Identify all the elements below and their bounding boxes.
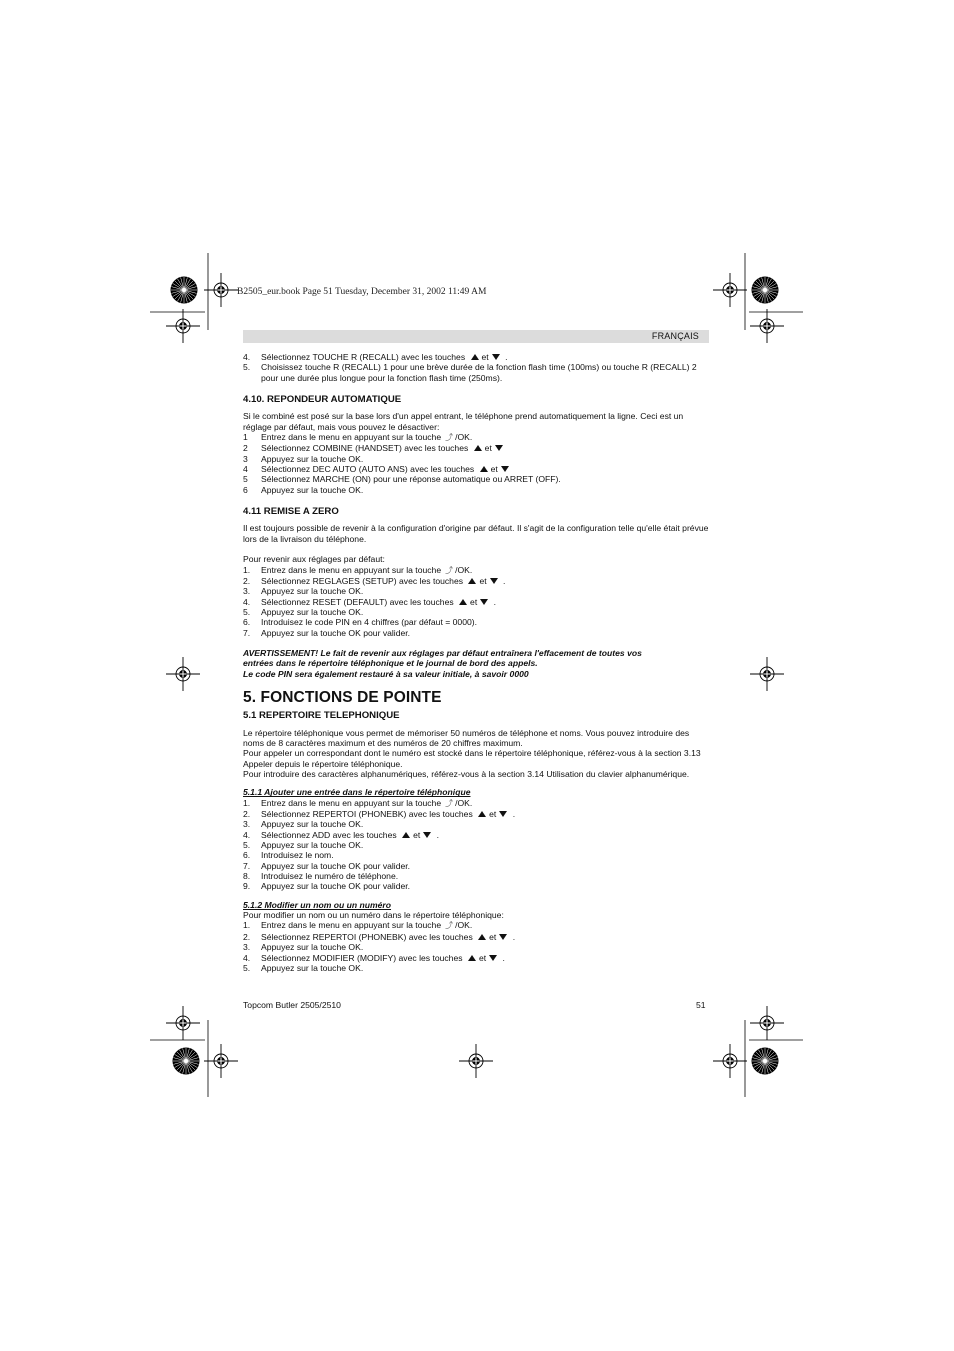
list-item-text	[261, 809, 709, 819]
up-arrow-icon	[468, 578, 476, 584]
list-item-text	[261, 464, 709, 474]
list-item-label: Appuyez sur la touche OK pour valider.	[261, 881, 411, 892]
list-item-text	[261, 432, 709, 443]
list-item-text	[261, 963, 709, 973]
list-item-number: 4.	[243, 596, 251, 607]
menu-key-icon: ⤴	[445, 433, 454, 443]
list-item-number: 5.	[243, 962, 251, 973]
list-item-number: 2.	[243, 931, 251, 942]
list-item-number: 6.	[243, 617, 251, 628]
down-arrow-icon	[499, 934, 507, 940]
list-item	[243, 628, 709, 638]
list-item-label: Entrez dans le menu en appuyant sur la touche	[261, 797, 442, 808]
list-item-label: Entrez dans le menu en appuyant sur la touche	[261, 920, 442, 931]
list-item-text	[261, 454, 709, 464]
up-arrow-icon	[459, 599, 467, 605]
color-target-icon	[750, 1046, 780, 1076]
down-arrow-icon	[489, 955, 497, 961]
list-item-text	[261, 586, 709, 596]
list-item-label: Sélectionnez REPERTOI (PHONEBK) avec les touches	[261, 809, 473, 820]
footer-product: Topcom Butler 2505/2510	[243, 1000, 341, 1010]
and-word: et	[470, 596, 478, 607]
list-item-text	[261, 628, 709, 638]
subsection-5-1-1-steps	[243, 798, 709, 892]
list-item	[243, 617, 709, 627]
list-item-suffix: .	[500, 952, 505, 963]
paragraph: Pour introduire des caractères alphanumériques, référez-vous à la section 3.14 Utilisation du clavier alphanumérique.	[243, 769, 690, 779]
list-item-number: 1.	[243, 920, 251, 931]
list-item-label: Entrez dans le menu en appuyant sur la touche	[261, 564, 442, 575]
list-item-number: 1.	[243, 797, 251, 808]
list-item-number: 3.	[243, 819, 251, 830]
list-item-label: Appuyez sur la touche OK.	[261, 819, 364, 830]
list-item-text	[261, 819, 709, 829]
list-item	[243, 830, 709, 840]
list-item	[243, 586, 709, 596]
list-item-suffix: .	[502, 352, 508, 362]
footer-page-number: 51	[696, 1000, 706, 1010]
list-item-text	[261, 352, 709, 362]
list-item-label: Appuyez sur la touche OK.	[261, 453, 364, 464]
list-item-number: 6.	[243, 850, 251, 861]
list-item-number: 5.	[243, 606, 251, 617]
list-item-number: 6	[243, 484, 248, 495]
and-word: et	[490, 464, 498, 475]
registration-crosshair-icon	[166, 657, 200, 691]
list-item	[243, 871, 709, 881]
down-arrow-icon	[490, 578, 498, 584]
list-item-suffix: .	[510, 931, 516, 942]
list-item-number: 7.	[243, 860, 251, 871]
color-target-icon	[169, 275, 199, 305]
section-4-11-steps	[243, 565, 709, 638]
list-item-text	[261, 871, 709, 881]
list-item-number: 4.	[243, 952, 251, 963]
list-item-number: 4.	[243, 829, 251, 840]
page-content	[243, 352, 709, 973]
registration-crosshair-icon	[713, 1044, 747, 1078]
section-4-11-paragraph: Il est toujours possible de revenir à la configuration d'origine par défaut. Il s'agit de la configuration telle qu'elle était prévue lors de la livraison du téléphone.	[243, 523, 709, 544]
list-item-text	[261, 362, 709, 383]
list-item-text	[261, 617, 709, 627]
up-arrow-icon	[480, 466, 488, 472]
registration-crosshair-icon	[459, 1044, 493, 1078]
section-title-4-10: 4.10. REPONDEUR AUTOMATIQUE	[243, 394, 402, 406]
list-item-text	[261, 881, 709, 891]
list-item-suffix: /OK.	[455, 564, 473, 575]
list-item-suffix: .	[434, 829, 440, 840]
list-item-number: 5.	[243, 840, 251, 851]
warning-block	[243, 648, 709, 679]
list-item-text	[261, 850, 709, 860]
list-item-text	[261, 953, 709, 963]
list-item-text	[261, 920, 709, 931]
list-item-number: 2	[243, 443, 248, 454]
up-arrow-icon	[478, 934, 486, 940]
down-arrow-icon	[423, 832, 431, 838]
list-item-number: 7.	[243, 627, 251, 638]
list-item	[243, 597, 709, 607]
color-target-icon	[750, 275, 780, 305]
list-item-label: Appuyez sur la touche OK.	[261, 586, 364, 597]
list-item	[243, 850, 709, 860]
menu-key-icon: ⤴	[445, 798, 454, 808]
list-item-text	[261, 932, 709, 942]
and-word: et	[489, 809, 497, 820]
down-arrow-icon	[480, 599, 488, 605]
list-item	[243, 362, 709, 383]
list-item-label: Entrez dans le menu en appuyant sur la touche	[261, 432, 442, 443]
section-5-1-paragraphs	[243, 728, 709, 780]
list-item-number: 3.	[243, 942, 251, 953]
registration-crosshair-icon	[166, 1006, 200, 1040]
language-bar	[243, 330, 709, 343]
list-item	[243, 809, 709, 819]
list-item	[243, 840, 709, 850]
and-word: et	[484, 443, 492, 454]
registration-crosshair-icon	[166, 309, 200, 343]
section-4-11-intro: Pour revenir aux réglages par défaut:	[243, 554, 385, 565]
down-arrow-icon	[495, 445, 503, 451]
and-word: et	[479, 575, 487, 586]
list-item	[243, 474, 709, 484]
list-item-text	[261, 942, 709, 952]
list-item-text	[261, 830, 709, 840]
registration-crosshair-icon	[750, 309, 784, 343]
list-item	[243, 881, 709, 891]
list-item-text	[261, 474, 709, 484]
warning-line: entrées dans le répertoire téléphonique et le journal de bord des appels.	[243, 658, 538, 669]
list-item	[243, 798, 709, 809]
list-item-label: Sélectionnez ADD avec les touches	[261, 829, 397, 840]
list-item-label: Sélectionnez COMBINE (HANDSET) avec les touches	[261, 443, 469, 454]
list-item-label: Sélectionnez DEC AUTO (AUTO ANS) avec les touches	[261, 464, 475, 475]
and-word: et	[478, 952, 487, 963]
down-arrow-icon	[499, 811, 507, 817]
list-item	[243, 576, 709, 586]
list-item-suffix: /OK.	[455, 797, 473, 808]
list-item-suffix: .	[500, 575, 506, 586]
subsection-5-1-2-steps	[243, 920, 709, 973]
list-item-label: Appuyez sur la touche OK.	[261, 942, 364, 953]
list-item-label: Sélectionnez MODIFIER (MODIFY) avec les touches	[261, 952, 463, 963]
list-item-label: Sélectionnez REPERTOI (PHONEBK) avec les touches	[261, 931, 473, 942]
list-item	[243, 607, 709, 617]
list-item	[243, 819, 709, 829]
list-item-text	[261, 861, 709, 871]
section-4-10-paragraph: Si le combiné est posé sur la base lors d'un appel entrant, le téléphone prend automatiquement la ligne. Ceci est un réglage par défaut, mais vous pouvez le désactiver:	[243, 411, 684, 432]
up-arrow-icon	[474, 445, 482, 451]
list-item-label: Appuyez sur la touche OK pour valider.	[261, 860, 411, 871]
list-item-number: 5	[243, 474, 248, 485]
list-item-number: 2.	[243, 575, 251, 586]
list-item	[243, 565, 709, 576]
registration-crosshair-icon	[204, 1044, 238, 1078]
list-item	[243, 432, 709, 443]
section-title-4-11: 4.11 REMISE A ZERO	[243, 506, 339, 518]
list-item-label: Sélectionnez TOUCHE R (RECALL) avec les touches	[261, 352, 466, 362]
list-item-label: Appuyez sur la touche OK.	[261, 962, 364, 973]
list-item-text	[261, 485, 709, 495]
list-item	[243, 443, 709, 453]
list-item-text	[261, 607, 709, 617]
list-item-text	[261, 565, 709, 576]
list-item	[243, 963, 709, 973]
book-info-line: B2505_eur.book Page 51 Tuesday, December 31, 2002 11:49 AM	[237, 287, 487, 297]
list-item-label: Appuyez sur la touche OK.	[261, 840, 364, 851]
registration-crosshair-icon	[750, 1006, 784, 1040]
list-item-label: Sélectionnez MARCHE (ON) pour une réponse automatique ou ARRET (OFF).	[261, 474, 561, 485]
list-item-number: 2.	[243, 809, 251, 820]
list-item-text	[261, 443, 709, 453]
list-item-number: 3.	[243, 586, 251, 597]
up-arrow-icon	[468, 955, 476, 961]
list-item-label: Choisissez touche R (RECALL) 1 pour une brève durée de la fonction flash time (100ms) ou touche R (RECALL) 2 pour une durée plus longue pour la fonction flash time (250ms).	[261, 362, 697, 383]
menu-key-icon: ⤴	[445, 921, 454, 931]
menu-key-icon: ⤴	[445, 565, 454, 575]
list-item-suffix: .	[491, 596, 496, 607]
paragraph: Pour appeler un correspondant dont le numéro est stocké dans le répertoire téléphonique, référez-vous à la section 3.13 Appeler depuis le répertoire téléphonique.	[243, 748, 701, 769]
list-item-number: 9.	[243, 881, 251, 892]
list-item	[243, 942, 709, 952]
list-item-suffix: /OK.	[455, 920, 473, 931]
list-item-label: Introduisez le nom.	[261, 850, 334, 861]
list-item	[243, 352, 709, 362]
down-arrow-icon	[501, 466, 509, 472]
and-word: et	[413, 829, 421, 840]
list-item	[243, 920, 709, 931]
registration-crosshair-icon	[713, 273, 747, 307]
warning-line: AVERTISSEMENT! Le fait de revenir aux réglages par défaut entraînera l'effacement de toutes vos	[243, 647, 642, 658]
chapter-title: 5. FONCTIONS DE POINTE	[243, 688, 442, 706]
list-item-label: Introduisez le numéro de téléphone.	[261, 871, 399, 882]
and-word: et	[481, 352, 489, 362]
up-arrow-icon	[402, 832, 410, 838]
list-item-text	[261, 576, 709, 586]
list-item-number: 1	[243, 432, 248, 443]
list-item	[243, 454, 709, 464]
list-item-number: 3	[243, 453, 248, 464]
section-title-5-1: 5.1 REPERTOIRE TELEPHONIQUE	[243, 710, 400, 722]
list-item-label: Sélectionnez REGLAGES (SETUP) avec les touches	[261, 575, 464, 586]
paragraph: Le répertoire téléphonique vous permet de mémoriser 50 numéros de téléphone et noms. Vous pouvez introduire des noms de 8 caractères maximum et des numéros de 20 chiffres maximum.	[243, 727, 690, 748]
up-arrow-icon	[471, 354, 479, 360]
warning-line: Le code PIN sera également restauré à sa valeur initiale, à savoir 0000	[243, 668, 529, 679]
list-item-label: Introduisez le code PIN en 4 chiffres (par défaut = 0000).	[261, 617, 478, 628]
list-item-label: Appuyez sur la touche OK.	[261, 484, 364, 495]
list-item-label: Appuyez sur la touche OK.	[261, 606, 364, 617]
registration-crosshair-icon	[750, 657, 784, 691]
list-item	[243, 932, 709, 942]
list-item-text	[261, 798, 709, 809]
list-item	[243, 464, 709, 474]
list-item	[243, 861, 709, 871]
section-4-10-steps	[243, 432, 709, 495]
list-item	[243, 485, 709, 495]
list-item-suffix: .	[510, 809, 516, 820]
list-item-label: Appuyez sur la touche OK pour valider.	[261, 627, 411, 638]
list-item-suffix: /OK.	[455, 432, 473, 443]
language-label: FRANÇAIS	[651, 331, 699, 341]
list-item-number: 4.	[243, 352, 251, 362]
list-item-number: 8.	[243, 871, 251, 882]
and-word: et	[489, 931, 497, 942]
up-arrow-icon	[478, 811, 486, 817]
list-item	[243, 953, 709, 963]
list-item-number: 4	[243, 464, 248, 475]
color-target-icon	[171, 1046, 201, 1076]
registration-crosshair-icon	[204, 273, 238, 307]
list-item-label: Sélectionnez RESET (DEFAULT) avec les touches	[261, 596, 454, 607]
list-item-text	[261, 597, 709, 607]
down-arrow-icon	[492, 354, 500, 360]
subsection-title-5-1-1: 5.1.1 Ajouter une entrée dans le répertoire téléphonique	[243, 787, 471, 798]
subsection-title-5-1-2: 5.1.2 Modifier un nom ou un numéro	[243, 899, 392, 910]
list-item-number: 1.	[243, 564, 251, 575]
list-item-number: 5.	[243, 362, 251, 373]
subsection-5-1-2-paragraph: Pour modifier un nom ou un numéro dans le répertoire téléphonique:	[243, 910, 504, 921]
intro-steps	[243, 352, 709, 383]
list-item-text	[261, 840, 709, 850]
